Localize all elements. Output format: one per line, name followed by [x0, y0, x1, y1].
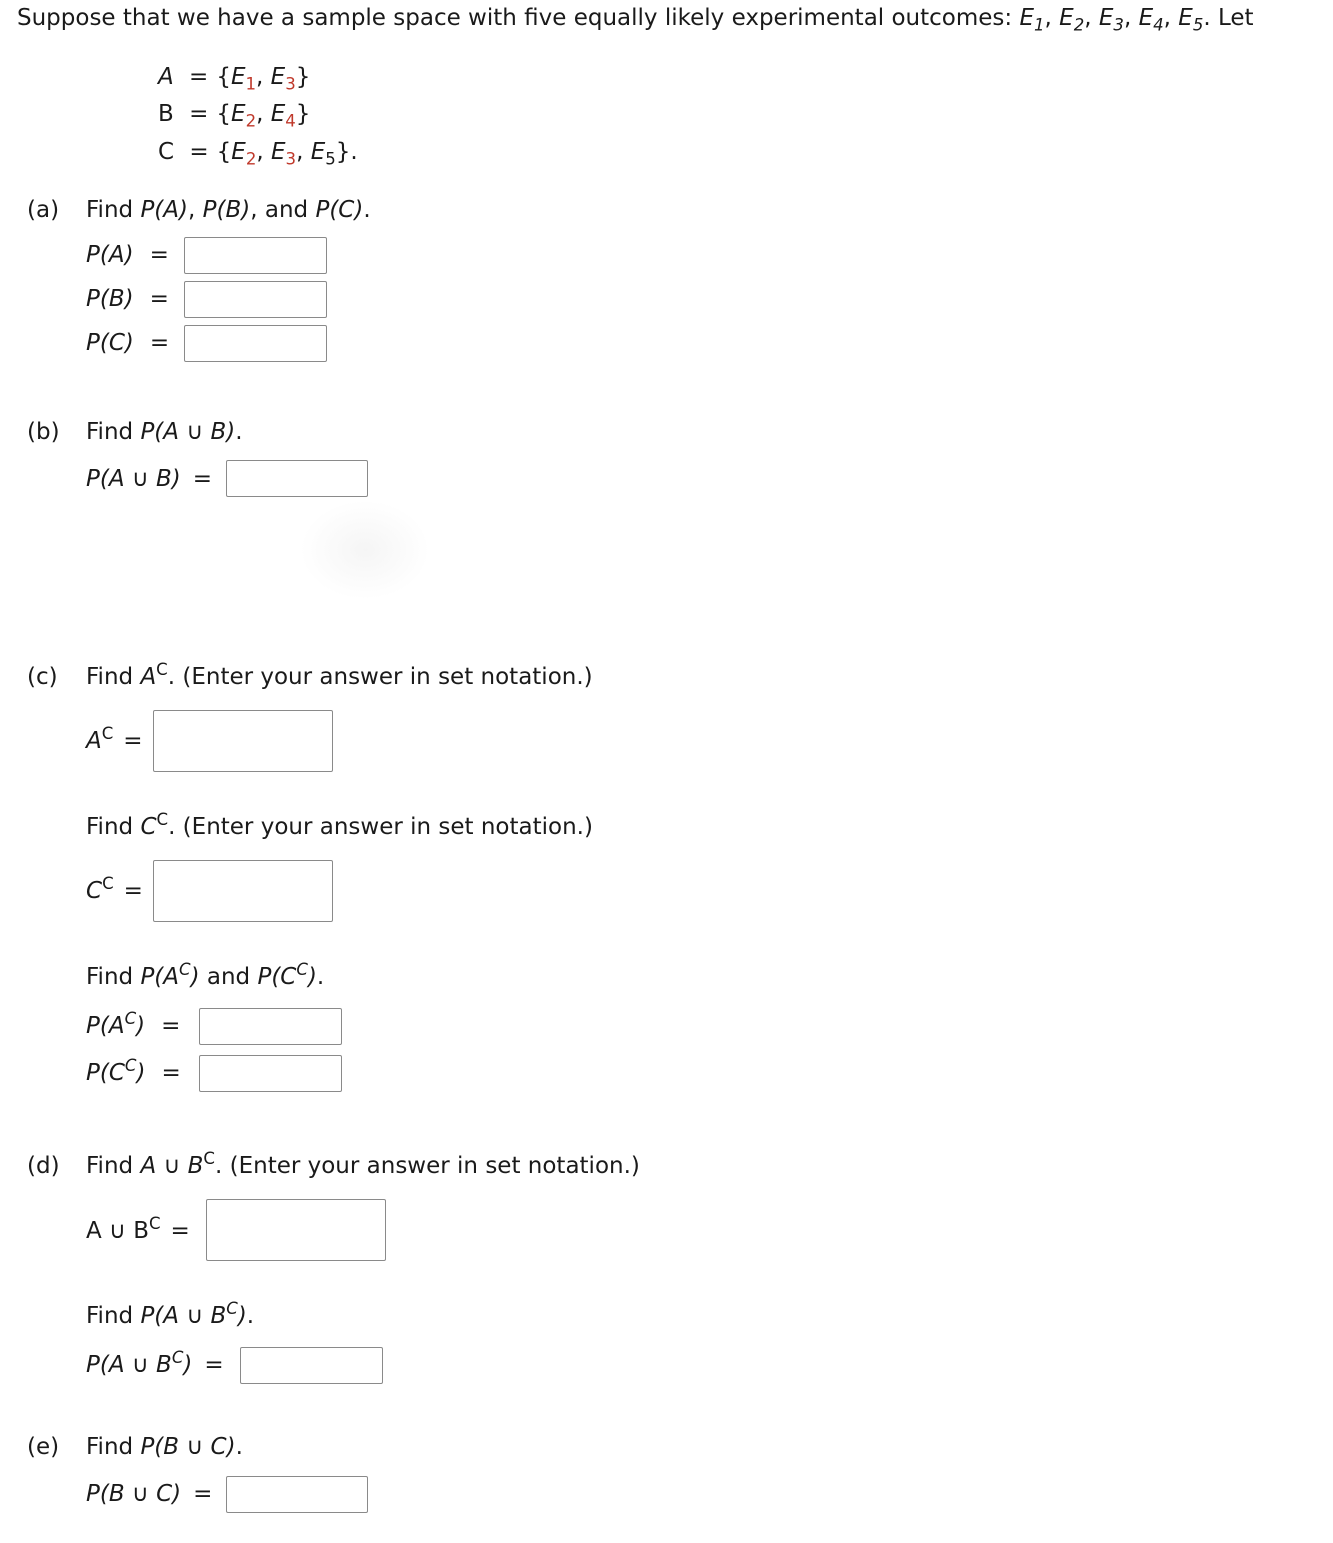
part-c-label: (c)	[27, 664, 58, 690]
sub-a-1: 1	[245, 74, 257, 94]
p-a-union-b-input[interactable]	[226, 460, 368, 497]
sub-b-2: 4	[285, 111, 296, 131]
part-d-prompt-1: Find A ∪ $B^C$. (Enter your answer in set notation.)	[86, 1148, 640, 1179]
outcome-e4: $E_4$	[1138, 5, 1164, 35]
p-a-union-b-label: P(A ∪ B) =	[86, 466, 213, 492]
part-a-prompt: Find P(A), P(B), and P(C).	[86, 197, 371, 223]
definition-b: $B = \{E_2$, $E_4$}	[158, 101, 311, 131]
pb-label: P(B) =	[86, 286, 169, 312]
sub-b-1: 2	[245, 111, 257, 131]
part-e-prompt: Find P(B ∪ C).	[86, 1434, 243, 1460]
part-b-label: (b)	[27, 419, 60, 445]
intro-trailing: Let	[1217, 5, 1254, 31]
pa-input[interactable]	[184, 237, 327, 274]
pc-input[interactable]	[184, 325, 327, 362]
outcome-e1: $E_1$	[1019, 5, 1045, 35]
definition-c: $C = \{E_2$, $E_3$, $E_5$}.	[158, 139, 358, 169]
part-e-label: (e)	[27, 1434, 60, 1460]
p-c-complement-input[interactable]	[199, 1055, 342, 1092]
p-a-complement-input[interactable]	[199, 1008, 342, 1045]
definition-a: $A = \{E_1$, $E_3$}	[158, 64, 311, 94]
part-d-prompt-2: Find P(A ∪ $B^C$).	[86, 1298, 255, 1329]
part-c-prompt-3: Find $P(A^C)$ and $P(C^C)$.	[86, 959, 325, 990]
outcome-e5: $E_5$	[1178, 5, 1204, 35]
part-c-prompt-2: Find $C^C$. (Enter your answer in set notation.)	[86, 809, 593, 840]
part-b-prompt: Find P(A ∪ B).	[86, 419, 243, 445]
sub-c-1: 2	[245, 149, 257, 169]
p-a-union-b-complement-input[interactable]	[240, 1347, 383, 1384]
intro-sentence: Suppose that we have a sample space with five equally likely experimental outcomes: $E_1$, $E_2$, $E_3$, $E_4$, $E_5$. Let	[17, 5, 1254, 35]
c-complement-label: $C^C$ =	[86, 873, 143, 904]
a-complement-label: $A^C$ =	[86, 723, 143, 754]
pc-label: P(C) =	[86, 330, 170, 356]
outcome-e3: $E_3$	[1098, 5, 1124, 35]
p-c-complement-label: $P(C^C)$ =	[86, 1055, 181, 1086]
sub-c-3: 5	[325, 149, 336, 169]
outcome-e2: $E_2$	[1059, 5, 1085, 35]
p-b-union-c-input[interactable]	[226, 1476, 368, 1513]
p-a-union-b-complement-label: P(A ∪ $B^C$) =	[86, 1347, 224, 1378]
pb-input[interactable]	[184, 281, 327, 318]
a-complement-input[interactable]	[153, 710, 333, 772]
p-b-union-c-label: P(B ∪ C) =	[86, 1481, 213, 1507]
c-complement-input[interactable]	[153, 860, 333, 922]
part-d-label: (d)	[27, 1153, 60, 1179]
intro-lead: Suppose that we have a sample space with five equally likely experimental outcomes:	[17, 5, 1013, 31]
part-a-label: (a)	[27, 197, 60, 223]
sub-a-2: 3	[285, 74, 296, 94]
a-union-b-complement-input[interactable]	[206, 1199, 386, 1261]
screen-smudge	[300, 500, 430, 600]
sub-c-2: 3	[285, 149, 297, 169]
pa-label: P(A) =	[86, 242, 169, 268]
part-c-prompt-1: Find $A^C$. (Enter your answer in set notation.)	[86, 659, 593, 690]
a-union-b-complement-label: A ∪ $B^C$ =	[86, 1213, 190, 1244]
p-a-complement-label: $P(A^C)$ =	[86, 1008, 181, 1039]
